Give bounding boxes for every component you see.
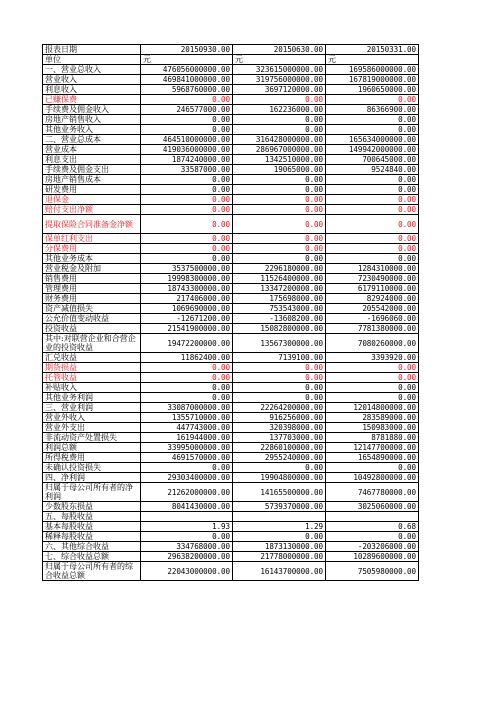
value-cell[interactable]: 2955240000.00 [233, 453, 326, 463]
value-cell[interactable]: 0.00 [141, 244, 233, 254]
value-cell[interactable]: 22043000000.00 [141, 562, 233, 581]
value-cell[interactable]: 0.00 [326, 205, 419, 215]
unit-cell[interactable]: 元 [326, 55, 419, 65]
value-cell[interactable] [233, 512, 326, 522]
value-cell[interactable]: 0.00 [326, 115, 419, 125]
value-cell[interactable]: 162236000.00 [233, 105, 326, 115]
row-label[interactable]: 期货损益 [43, 363, 141, 373]
value-cell[interactable]: 7080260000.00 [326, 334, 419, 353]
table-row [43, 205, 419, 215]
value-cell[interactable]: 0.00 [233, 363, 326, 373]
value-cell[interactable]: 469841000000.00 [141, 75, 233, 85]
value-cell[interactable]: 13347200000.00 [233, 284, 326, 294]
value-cell[interactable]: 12147700000.00 [326, 443, 419, 453]
value-cell[interactable]: 16143700000.00 [233, 562, 326, 581]
date-cell[interactable]: 20150630.00 [233, 45, 326, 55]
table-row [43, 264, 419, 274]
date-cell[interactable]: 20150331.00 [326, 45, 419, 55]
value-cell[interactable]: 33087000000.00 [141, 403, 233, 413]
income-statement-body [43, 45, 419, 581]
row-label[interactable]: 利息收入 [43, 85, 141, 95]
value-cell[interactable]: 0.00 [326, 125, 419, 135]
value-cell[interactable]: 476056000000.00 [141, 65, 233, 75]
value-cell[interactable]: 0.00 [141, 185, 233, 195]
value-cell[interactable]: 3697120000.00 [233, 85, 326, 95]
value-cell[interactable]: 0.00 [141, 195, 233, 205]
value-cell[interactable]: 0.00 [233, 254, 326, 264]
value-cell[interactable]: 2296180000.00 [233, 264, 326, 274]
table-row [43, 373, 419, 383]
value-cell[interactable]: 12014800000.00 [326, 403, 419, 413]
value-cell[interactable]: 86366900.00 [326, 105, 419, 115]
table-row [43, 314, 419, 324]
table-row [43, 552, 419, 562]
value-cell[interactable]: 0.00 [326, 393, 419, 403]
table-row [43, 135, 419, 145]
table-row [43, 433, 419, 443]
row-label[interactable]: 四、净利润 [43, 473, 141, 483]
row-label[interactable]: 一、营业总收入 [43, 65, 141, 75]
row-label[interactable]: 管理费用 [43, 284, 141, 294]
row-label[interactable]: 其中:对联营企业和合营企业的投资收益 [43, 334, 141, 353]
table-row [43, 453, 419, 463]
row-label[interactable]: 利息支出 [43, 155, 141, 165]
value-cell[interactable]: 0.00 [233, 125, 326, 135]
value-cell[interactable]: 0.00 [141, 175, 233, 185]
table-row [43, 195, 419, 205]
value-cell[interactable]: 0.00 [326, 215, 419, 234]
row-label[interactable]: 汇兑收益 [43, 353, 141, 363]
table-row [43, 353, 419, 363]
row-label[interactable]: 营业成本 [43, 145, 141, 155]
value-cell[interactable]: 0.00 [141, 95, 233, 105]
value-cell[interactable]: 205542000.00 [326, 304, 419, 314]
row-label[interactable]: 分保费用 [43, 244, 141, 254]
value-cell[interactable]: 0.00 [326, 254, 419, 264]
value-cell[interactable]: 19998300000.00 [141, 274, 233, 284]
value-cell[interactable]: 0.00 [326, 234, 419, 244]
unit-cell[interactable]: 元 [141, 55, 233, 65]
income-statement-table [42, 44, 419, 581]
row-label[interactable]: 资产减值损失 [43, 304, 141, 314]
value-cell[interactable]: 0.00 [233, 205, 326, 215]
row-label[interactable]: 六、其他综合收益 [43, 542, 141, 552]
table-row [43, 284, 419, 294]
row-label[interactable]: 其他业务成本 [43, 254, 141, 264]
table-row [43, 532, 419, 542]
row-label[interactable]: 托管收益 [43, 373, 141, 383]
row-label[interactable]: 二、营业总成本 [43, 135, 141, 145]
unit-cell[interactable]: 元 [233, 55, 326, 65]
value-cell[interactable]: 0.00 [326, 244, 419, 254]
value-cell[interactable] [141, 512, 233, 522]
value-cell[interactable]: 33995000000.00 [141, 443, 233, 453]
value-cell[interactable]: 0.00 [233, 373, 326, 383]
value-cell[interactable]: 1960650000.00 [326, 85, 419, 95]
value-cell[interactable]: 175698000.00 [233, 294, 326, 304]
value-cell[interactable]: 10492800000.00 [326, 473, 419, 483]
value-cell[interactable]: 0.00 [233, 244, 326, 254]
table-row [43, 175, 419, 185]
value-cell[interactable]: 0.00 [326, 383, 419, 393]
value-cell[interactable]: 149942000000.00 [326, 145, 419, 155]
value-cell[interactable]: 5739370000.00 [233, 502, 326, 512]
table-row [43, 562, 419, 581]
row-label[interactable]: 五、每股收益 [43, 512, 141, 522]
table-row [43, 234, 419, 244]
header-row [43, 45, 419, 55]
row-label[interactable]: 公允价值变动收益 [43, 314, 141, 324]
value-cell[interactable]: 419036000000.00 [141, 145, 233, 155]
row-label[interactable]: 赔付支出净额 [43, 205, 141, 215]
row-label[interactable]: 营业税金及附加 [43, 264, 141, 274]
row-label[interactable]: 其他业务收入 [43, 125, 141, 135]
value-cell[interactable]: 0.00 [326, 175, 419, 185]
table-row [43, 393, 419, 403]
row-label[interactable]: 未确认投资损失 [43, 463, 141, 473]
row-label[interactable]: 其他业务利润 [43, 393, 141, 403]
row-label[interactable]: 营业外支出 [43, 423, 141, 433]
table-row [43, 324, 419, 334]
table-row [43, 502, 419, 512]
table-row [43, 363, 419, 373]
value-cell[interactable]: 0.00 [233, 532, 326, 542]
value-cell[interactable]: 0.00 [233, 393, 326, 403]
table-row [43, 185, 419, 195]
value-cell[interactable]: 8781880.00 [326, 433, 419, 443]
value-cell[interactable]: 3025060000.00 [326, 502, 419, 512]
row-label[interactable]: 归属于母公司所有者的净利润 [43, 483, 141, 502]
value-cell[interactable]: 0.00 [233, 175, 326, 185]
row-label[interactable]: 所得税费用 [43, 453, 141, 463]
value-cell[interactable]: 14165500000.00 [233, 483, 326, 502]
value-cell[interactable]: 464510000000.00 [141, 135, 233, 145]
value-cell[interactable]: 19472200000.00 [141, 334, 233, 353]
row-label[interactable]: 七、综合收益总额 [43, 552, 141, 562]
row-label[interactable]: 研发费用 [43, 185, 141, 195]
value-cell[interactable]: 0.00 [141, 463, 233, 473]
row-label[interactable]: 非流动资产处置损失 [43, 433, 141, 443]
value-cell[interactable]: 1.93 [141, 522, 233, 532]
table-row [43, 155, 419, 165]
value-cell[interactable]: 0.00 [233, 115, 326, 125]
row-label[interactable]: 退保金 [43, 195, 141, 205]
value-cell[interactable]: 0.00 [141, 215, 233, 234]
value-cell[interactable]: 4691570000.00 [141, 453, 233, 463]
value-cell[interactable]: 22860100000.00 [233, 443, 326, 453]
row-label[interactable]: 房地产销售成本 [43, 175, 141, 185]
row-label[interactable]: 营业外收入 [43, 413, 141, 423]
value-cell[interactable]: 1654890000.00 [326, 453, 419, 463]
value-cell[interactable]: 21541900000.00 [141, 324, 233, 334]
value-cell[interactable]: 137703000.00 [233, 433, 326, 443]
table-row [43, 423, 419, 433]
row-label[interactable]: 提取保险合同准备金净额 [43, 215, 141, 234]
table-row [43, 473, 419, 483]
value-cell[interactable]: 1342510000.00 [233, 155, 326, 165]
table-row [43, 115, 419, 125]
value-cell[interactable]: 161944000.00 [141, 433, 233, 443]
value-cell[interactable]: 0.00 [141, 254, 233, 264]
value-cell[interactable]: 7781380000.00 [326, 324, 419, 334]
row-label[interactable]: 投资收益 [43, 324, 141, 334]
value-cell[interactable]: 0.00 [233, 234, 326, 244]
value-cell[interactable]: 1355710000.00 [141, 413, 233, 423]
value-cell[interactable]: 11862400.00 [141, 353, 233, 363]
table-row [43, 542, 419, 552]
table-row [43, 85, 419, 95]
table-row [43, 304, 419, 314]
value-cell[interactable]: 0.00 [326, 95, 419, 105]
value-cell[interactable]: 21262000000.00 [141, 483, 233, 502]
row-label[interactable]: 房地产销售收入 [43, 115, 141, 125]
value-cell[interactable]: 1284310000.00 [326, 264, 419, 274]
table-row [43, 483, 419, 502]
value-cell[interactable]: 1873130000.00 [233, 542, 326, 552]
table-row [43, 65, 419, 75]
value-cell[interactable]: 8041430000.00 [141, 502, 233, 512]
value-cell[interactable] [326, 512, 419, 522]
value-cell[interactable]: 82924000.00 [326, 294, 419, 304]
value-cell[interactable]: 33587000.00 [141, 165, 233, 175]
value-cell[interactable]: 0.00 [141, 205, 233, 215]
row-label[interactable]: 营业收入 [43, 75, 141, 85]
table-row [43, 413, 419, 423]
value-cell[interactable]: 15082800000.00 [233, 324, 326, 334]
table-row [43, 254, 419, 264]
value-cell[interactable]: 0.00 [233, 185, 326, 195]
value-cell[interactable]: 13567300000.00 [233, 334, 326, 353]
unit-label[interactable]: 单位 [43, 55, 141, 65]
value-cell[interactable]: 9524840.00 [326, 165, 419, 175]
table-row [43, 75, 419, 85]
table-row [43, 165, 419, 175]
row-label[interactable]: 稀释每股收益 [43, 532, 141, 542]
value-cell[interactable]: 0.00 [141, 532, 233, 542]
value-cell[interactable]: 316428000000.00 [233, 135, 326, 145]
row-label[interactable]: 少数股东损益 [43, 502, 141, 512]
table-row [43, 294, 419, 304]
value-cell[interactable]: 0.00 [141, 363, 233, 373]
value-cell[interactable]: 22264200000.00 [233, 403, 326, 413]
value-cell[interactable]: 334768000.00 [141, 542, 233, 552]
row-label[interactable]: 基本每股收益 [43, 522, 141, 532]
value-cell[interactable]: 0.00 [326, 532, 419, 542]
table-row [43, 443, 419, 453]
value-cell[interactable]: -12671200.00 [141, 314, 233, 324]
value-cell[interactable]: 150983000.00 [326, 423, 419, 433]
value-cell[interactable]: 246577000.00 [141, 105, 233, 115]
value-cell[interactable]: 1.29 [233, 522, 326, 532]
value-cell[interactable]: 0.00 [326, 373, 419, 383]
value-cell[interactable]: 217406000.00 [141, 294, 233, 304]
table-row [43, 105, 419, 115]
row-label[interactable]: 利润总额 [43, 443, 141, 453]
value-cell[interactable]: 0.00 [233, 463, 326, 473]
row-label[interactable]: 补贴收入 [43, 383, 141, 393]
value-cell[interactable]: 5968760000.00 [141, 85, 233, 95]
value-cell[interactable]: -13608200.00 [233, 314, 326, 324]
value-cell[interactable]: 0.00 [233, 215, 326, 234]
value-cell[interactable]: 283589000.00 [326, 413, 419, 423]
table-row [43, 215, 419, 234]
row-label[interactable]: 财务费用 [43, 294, 141, 304]
value-cell[interactable]: 0.00 [326, 185, 419, 195]
value-cell[interactable]: 0.00 [141, 234, 233, 244]
value-cell[interactable]: 0.00 [233, 383, 326, 393]
value-cell[interactable]: 0.00 [141, 373, 233, 383]
value-cell[interactable]: 0.00 [233, 95, 326, 105]
value-cell[interactable]: 753543000.00 [233, 304, 326, 314]
value-cell[interactable]: 29303400000.00 [141, 473, 233, 483]
row-label[interactable]: 保单红利支出 [43, 234, 141, 244]
date-cell[interactable]: 20150930.00 [141, 45, 233, 55]
table-row [43, 512, 419, 522]
table-row [43, 95, 419, 105]
value-cell[interactable]: 0.68 [326, 522, 419, 532]
value-cell[interactable]: 165634000000.00 [326, 135, 419, 145]
value-cell[interactable]: 18743300000.00 [141, 284, 233, 294]
value-cell[interactable]: 10289600000.00 [326, 552, 419, 562]
value-cell[interactable]: 19065000.00 [233, 165, 326, 175]
value-cell[interactable]: 319756000000.00 [233, 75, 326, 85]
value-cell[interactable]: -1696060.00 [326, 314, 419, 324]
value-cell[interactable]: 0.00 [233, 195, 326, 205]
value-cell[interactable]: 0.00 [141, 115, 233, 125]
value-cell[interactable]: 1874240000.00 [141, 155, 233, 165]
row-label[interactable]: 手续费及佣金支出 [43, 165, 141, 175]
value-cell[interactable]: 7467780000.00 [326, 483, 419, 502]
value-cell[interactable]: 7505980000.00 [326, 562, 419, 581]
table-row [43, 334, 419, 353]
value-cell[interactable]: 286967000000.00 [233, 145, 326, 155]
value-cell[interactable]: 0.00 [141, 383, 233, 393]
value-cell[interactable]: 320398000.00 [233, 423, 326, 433]
value-cell[interactable]: 0.00 [141, 125, 233, 135]
value-cell[interactable]: 916256000.00 [233, 413, 326, 423]
value-cell[interactable]: 6179110000.00 [326, 284, 419, 294]
value-cell[interactable]: 21778000000.00 [233, 552, 326, 562]
value-cell[interactable]: 167819000000.00 [326, 75, 419, 85]
value-cell[interactable]: 0.00 [141, 393, 233, 403]
value-cell[interactable]: -203206000.00 [326, 542, 419, 552]
value-cell[interactable]: 0.00 [326, 463, 419, 473]
value-cell[interactable]: 29638200000.00 [141, 552, 233, 562]
table-row [43, 274, 419, 284]
value-cell[interactable]: 19904800000.00 [233, 473, 326, 483]
row-label[interactable]: 已赚保费 [43, 95, 141, 105]
value-cell[interactable]: 7230490000.00 [326, 274, 419, 284]
table-row [43, 383, 419, 393]
value-cell[interactable]: 3393920.00 [326, 353, 419, 363]
value-cell[interactable]: 7139100.00 [233, 353, 326, 363]
row-label[interactable]: 三、营业利润 [43, 403, 141, 413]
row-label[interactable]: 归属于母公司所有者的综合收益总额 [43, 562, 141, 581]
value-cell[interactable]: 323615000000.00 [233, 65, 326, 75]
value-cell[interactable]: 0.00 [326, 363, 419, 373]
header-label[interactable]: 报表日期 [43, 45, 141, 55]
table-row [43, 522, 419, 532]
value-cell[interactable]: 447743000.00 [141, 423, 233, 433]
unit-row [43, 55, 419, 65]
value-cell[interactable]: 1069690000.00 [141, 304, 233, 314]
value-cell[interactable]: 11526400000.00 [233, 274, 326, 284]
row-label[interactable]: 手续费及佣金收入 [43, 105, 141, 115]
table-row [43, 145, 419, 155]
value-cell[interactable]: 0.00 [326, 195, 419, 205]
value-cell[interactable]: 3537500000.00 [141, 264, 233, 274]
value-cell[interactable]: 169586000000.00 [326, 65, 419, 75]
value-cell[interactable]: 700645000.00 [326, 155, 419, 165]
table-row [43, 125, 419, 135]
table-row [43, 244, 419, 254]
table-row [43, 403, 419, 413]
table-row [43, 463, 419, 473]
row-label[interactable]: 销售费用 [43, 274, 141, 284]
